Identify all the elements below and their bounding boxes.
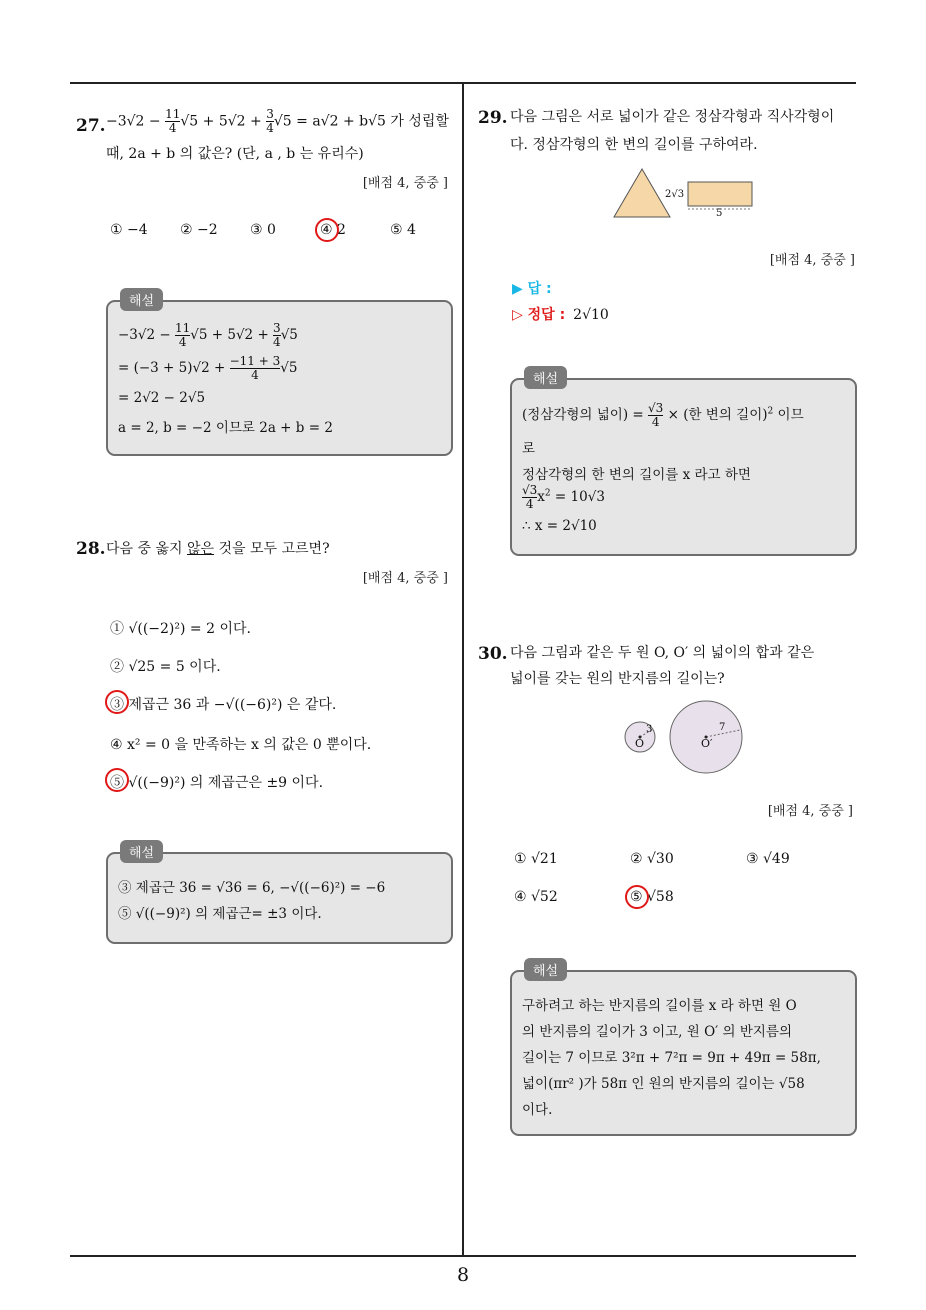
q27-solution-line1: −3√2 − $\frac{11}{4}$ √5 + 5√2 + $\frac{3}{4}$ √5: [118, 321, 298, 350]
q28-stem: 다음 중 옳지 않은 것을 모두 고르면?: [106, 541, 330, 557]
q28-answer-circle-3: [105, 690, 129, 714]
q30-answer-circle: [625, 885, 649, 909]
q27-stem-line1: −3√2 − $\frac{11}{4}$ √5 + 5√2 + $\frac{3}{4}$ √5 = a√2 + b√5 가 성립할: [106, 107, 449, 136]
q27-solution-tag: 해설: [120, 288, 163, 311]
column-divider: [462, 84, 464, 1256]
q29-rectangle: [688, 182, 752, 206]
q29-correct-row: [512, 304, 609, 324]
q27-solution-line3: = 2√2 − 2√5: [118, 390, 206, 406]
q30-stem-line1: 다음 그림과 같은 두 원 O, O′ 의 넓이의 합과 같은: [510, 645, 815, 661]
q30-solution-line4: 넓이(πr² )가 58π 인 원의 반지름의 길이는 √58: [522, 1076, 805, 1092]
q30-option-3[interactable]: ③ √49: [746, 851, 790, 867]
q28-answer-circle-5: [105, 768, 129, 792]
q27-number: 27.: [76, 116, 106, 136]
q28-option-1[interactable]: ① √((−2)²) = 2 이다.: [110, 621, 251, 637]
q29-stem-line2: 다. 정삼각형의 한 변의 길이를 구하여라.: [510, 137, 758, 153]
q30-solution-line5: 이다.: [522, 1102, 553, 1118]
q27-option-1[interactable]: ① −4: [110, 222, 148, 238]
q28-solution-box: [106, 852, 453, 944]
q27-option-2[interactable]: ② −2: [180, 222, 218, 238]
q30-number: 30.: [478, 644, 508, 664]
q30-solution-line1: 구하려고 하는 반지름의 길이를 x 라 하면 원 O: [522, 998, 797, 1014]
q29-source: [배점 4, 중중 ]: [769, 253, 855, 268]
q29-answer-label: ▶ 답 :: [512, 281, 552, 297]
q30-small-radius-label: 3: [646, 724, 653, 735]
q28-source: [배점 4, 중중 ]: [362, 571, 448, 586]
q27-solution-line4: a = 2, b = −2 이므로 2a + b = 2: [118, 420, 333, 436]
q29-solution-line2: 로: [522, 441, 536, 457]
q27-source: [배점 4, 중중 ]: [362, 176, 448, 191]
q30-option-1[interactable]: ① √21: [514, 851, 558, 867]
q30-large-radius-label: 7: [719, 722, 726, 733]
q27-stem-line2: 때, 2a + b 의 값은? (단, a , b 는 유리수): [106, 146, 364, 162]
q30-option-4[interactable]: ④ √52: [514, 889, 558, 905]
q30-solution-tag: 해설: [524, 958, 567, 981]
q27-option-3[interactable]: ③ 0: [250, 222, 276, 238]
q28-option-2[interactable]: ② √25 = 5 이다.: [110, 659, 221, 675]
q29-solution-line4: $\frac{√3}{4}$ $x^2 = 10√3$: [522, 483, 605, 512]
q27-answer-circle: [315, 218, 339, 242]
q30-solution-line3: 길이는 7 이므로 3²π + 7²π = 9π + 49π = 58π,: [522, 1050, 821, 1066]
q28-number: 28.: [76, 539, 106, 559]
bottom-rule: [70, 1255, 856, 1257]
q29-rect-height-label: 2√3: [665, 189, 685, 200]
q29-rect-width-label: 5: [716, 208, 723, 219]
q28-option-5[interactable]: ⑤ √((−9)²) 의 제곱근은 ±9 이다.: [110, 775, 324, 791]
q30-stem-line2: 넓이를 갖는 원의 반지름의 길이는?: [510, 671, 725, 687]
q29-correct-value: 2√10: [573, 307, 609, 323]
q28-solution-tag: 해설: [120, 840, 163, 863]
q27-option-5[interactable]: ⑤ 4: [390, 222, 416, 238]
q29-number: 29.: [478, 108, 508, 128]
q29-solution-tag: 해설: [524, 366, 567, 389]
q27-option-4[interactable]: ④ 2: [320, 222, 346, 238]
q29-solution-line5: ∴ x = 2√10: [522, 518, 597, 534]
q30-option-5[interactable]: ⑤ √58: [630, 889, 674, 905]
q30-option-2[interactable]: ② √30: [630, 851, 674, 867]
q29-correct-label: ▷ 정답 :: [512, 307, 566, 323]
q29-triangle: [614, 169, 670, 217]
q28-solution-line2: ⑤ √((−9)²) 의 제곱근= ±3 이다.: [118, 906, 322, 922]
page-number: 8: [456, 1264, 470, 1286]
q30-source: [배점 4, 중중 ]: [767, 804, 853, 819]
q29-stem-line1: 다음 그림은 서로 넓이가 같은 정삼각형과 직사각형이: [510, 109, 835, 125]
q29-solution-line1: (정삼각형의 넓이) = $\frac{√3}{4}$ × (한 변의 길이)$^2$ 이므: [522, 401, 804, 430]
q28-solution-line1: ③ 제곱근 36 = √36 = 6, −√((−6)²) = −6: [118, 880, 386, 896]
q29-figure: [610, 165, 770, 225]
q30-small-center-label: O: [635, 737, 645, 750]
q28-option-4[interactable]: ④ x² = 0 을 만족하는 x 의 값은 0 뿐이다.: [110, 737, 372, 753]
q27-solution-line2: = (−3 + 5)√2 + $\frac{-11 + 3}{4}$ √5: [118, 354, 298, 383]
q28-option-3[interactable]: ③ 제곱근 36 과 −√((−6)²) 은 같다.: [110, 697, 337, 713]
q29-solution-line3: 정삼각형의 한 변의 길이를 x 라고 하면: [522, 467, 751, 483]
q30-large-center-label: O′: [701, 737, 713, 750]
q30-solution-line2: 의 반지름의 길이가 3 이고, 원 O′ 의 반지름의: [522, 1024, 792, 1040]
